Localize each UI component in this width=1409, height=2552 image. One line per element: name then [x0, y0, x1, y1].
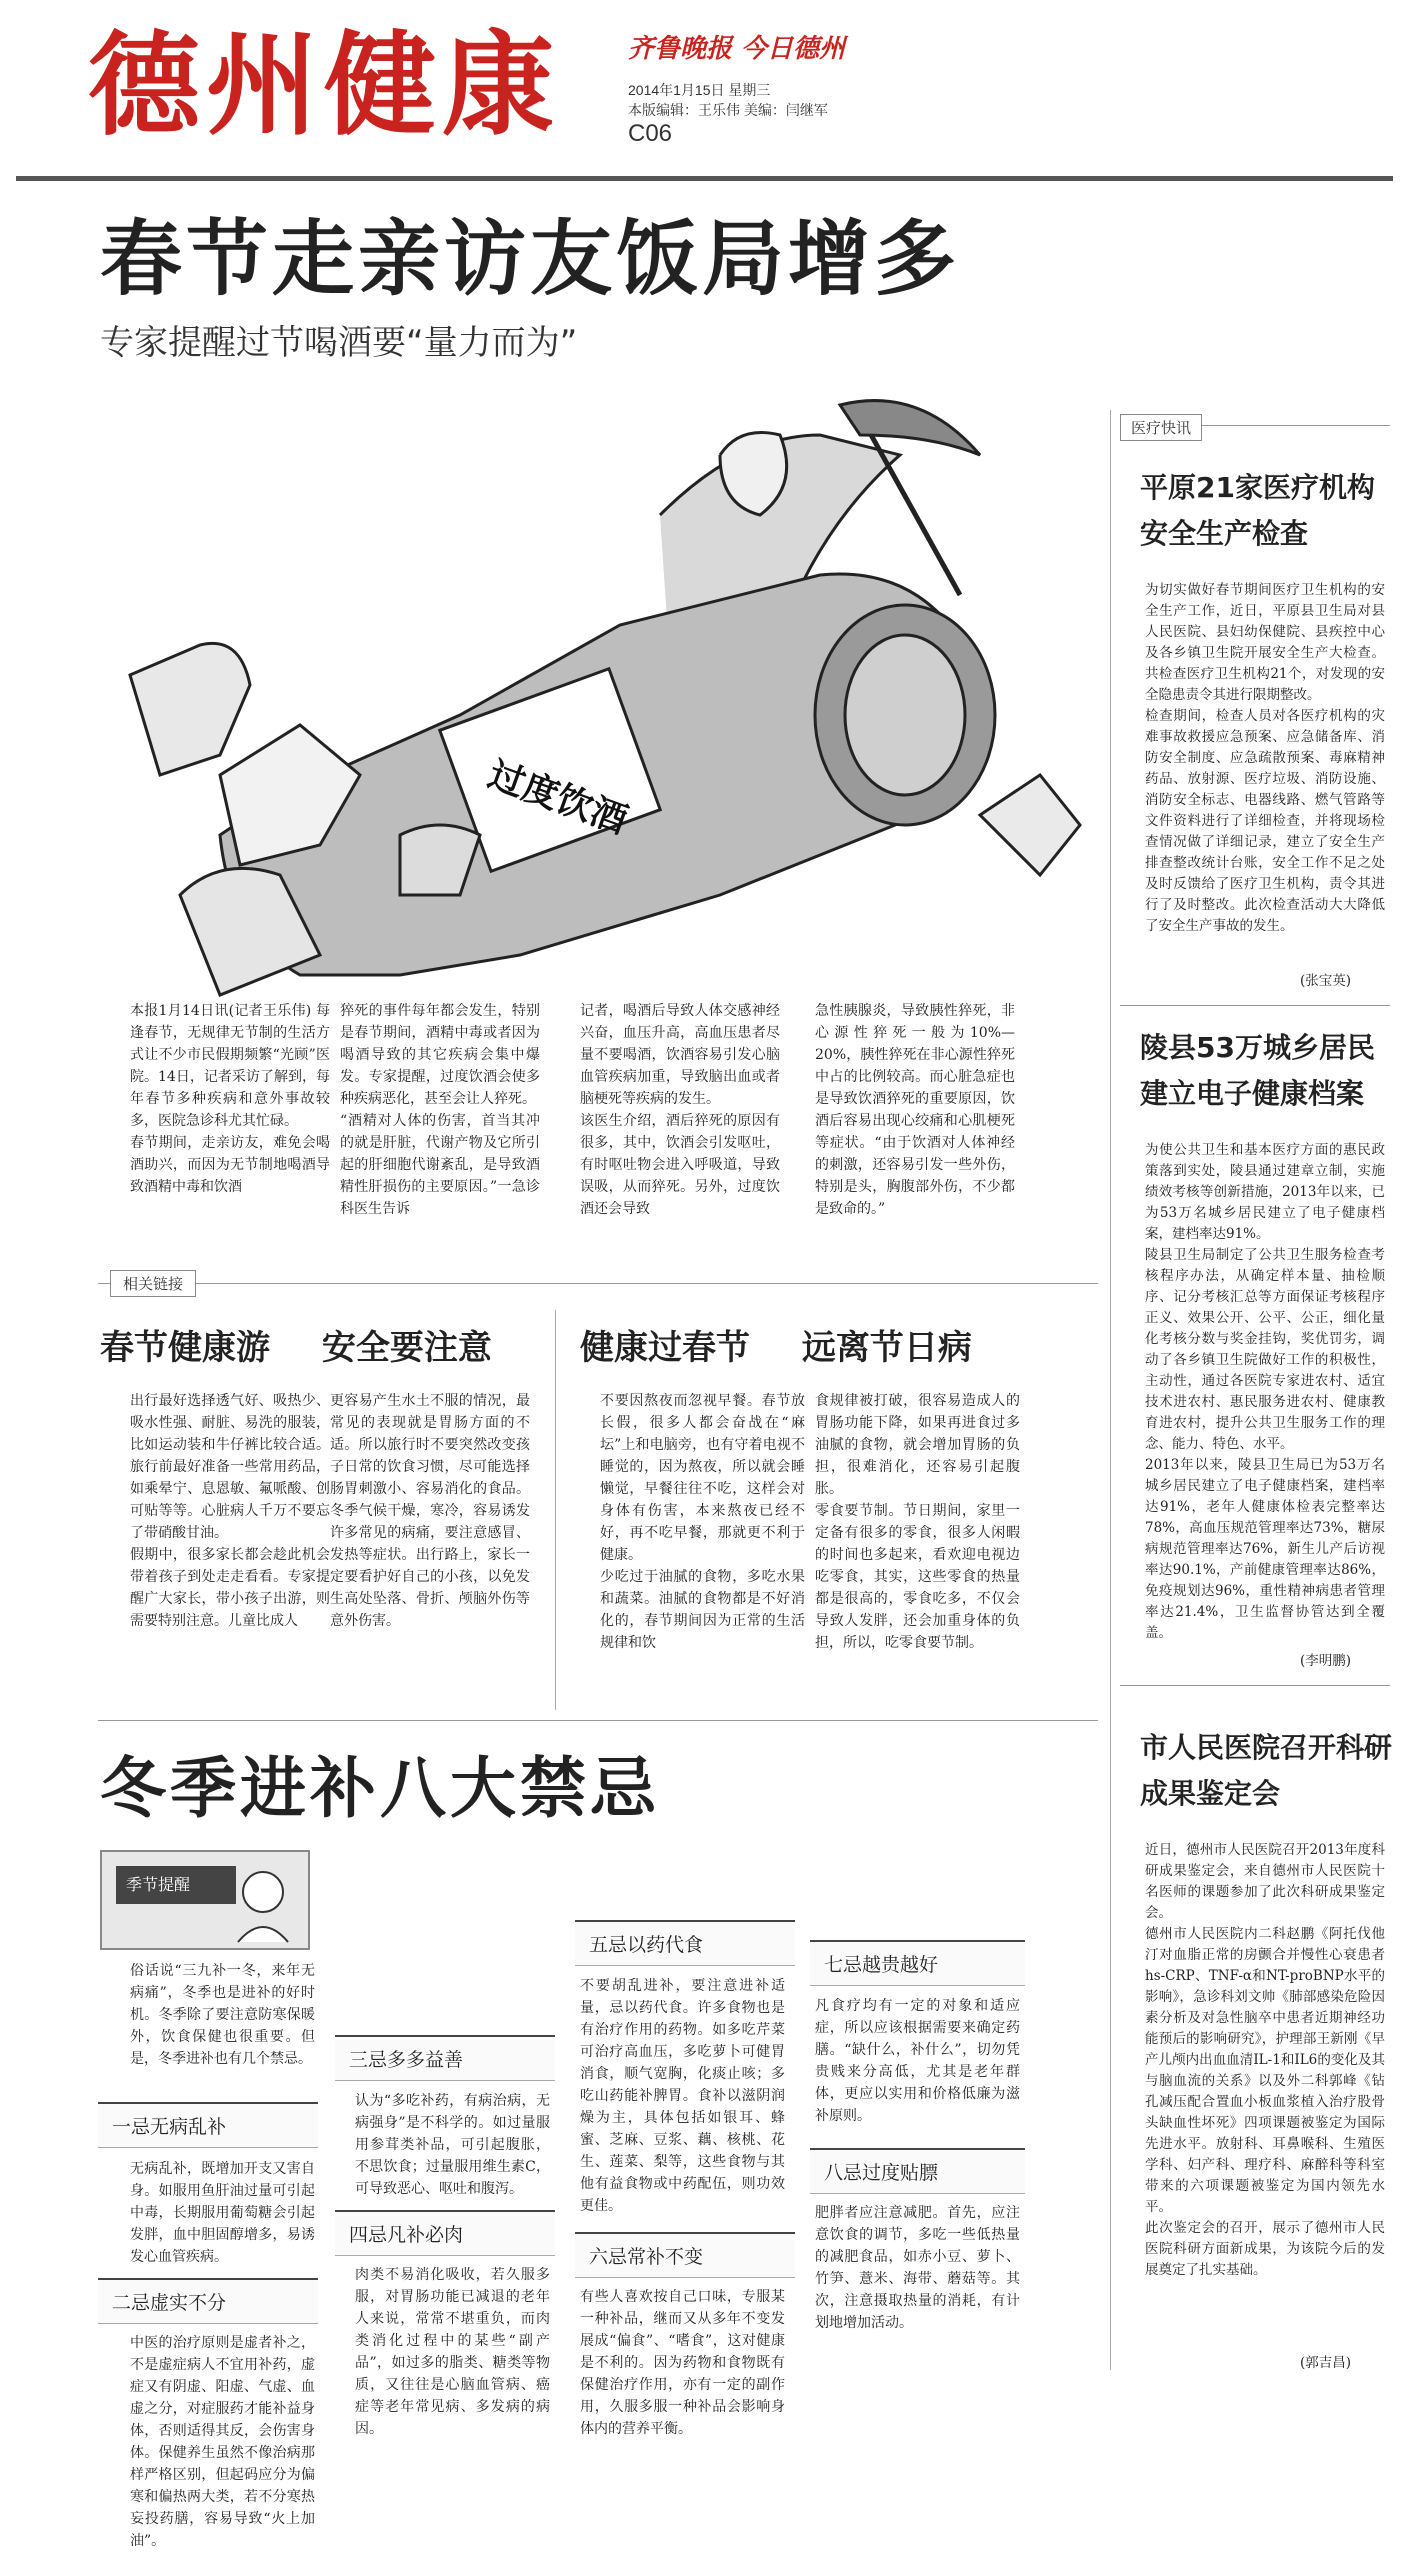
winter-item-4-text: 肉类不易消化吸收，若久服多服，对胃肠功能已减退的老年人来说，常常不堪重负，而肉类消化过程中的某些“副产品”，如过多的脂类、糖类等物质，又往往是心脑血管病、癌症等老年常见病、多发病的病因。: [355, 2267, 550, 2437]
sidebar-separator-2: [1120, 1685, 1390, 1686]
issue-date: 2014年1月15日 星期三: [628, 82, 771, 98]
winter-item-8-text: 肥胖者应注意减肥。首先，应注意饮食的调节，多吃一些低热量的减肥食品，如赤小豆、萝卜、竹笋、薏米、海带、蘑菇等。其次，注意摄取热量的消耗，有计划地增加活动。: [815, 2205, 1020, 2331]
sidebar-item-2-title: 陵县53万城乡居民建立电子健康档案: [1140, 1031, 1375, 1110]
lead-subheadline: 专家提醒过节喝酒要“量力而为”: [100, 323, 578, 363]
winter-item-7-heading: 七忌越贵越好: [810, 1940, 1025, 1986]
masthead-title: 德州健康: [88, 21, 560, 151]
sidebar-item-2-byline: (李明鹏): [1300, 1653, 1352, 1669]
winter-item-4-heading: 四忌凡补必肉: [335, 2210, 555, 2256]
editor-credit: 本版编辑：王乐伟 美编：闫继军: [628, 102, 828, 118]
sidebar-item-1-text: 为切实做好春节期间医疗卫生机构的安全生产工作，近日，平原县卫生局对县人民医院、县妇幼保健院、县疾控中心及各乡镇卫生院开展安全生产大检查。共检查医疗卫生机构21个，对发现的安全隐患责令其进行限期整改。 检查期间，检查人员对各医疗机构的灾难事故救援应急预案、应急储备库、消防安全制度、应急疏散预案、毒麻精神药品、放射源、医疗垃圾、消防设施、消防安全标志、电器线路、燃气管路等文件资料进行了详细检查，并将现场检查情况做了详细记录，建立了安全生产排查整改统计台账，安全工作不足之处及时反馈给了医疗卫生机构，责令其进行了及时整改。此次检查活动大大降低了安全生产事故的发生。: [1145, 582, 1385, 934]
masthead-rule: [16, 176, 1393, 181]
winter-item-1-heading: 一忌无病乱补: [98, 2102, 318, 2148]
cartoon-illustration: [100, 395, 1100, 995]
winter-item-7-text: 凡食疗均有一定的对象和适应症，所以应该根据需要来确定药膳。“缺什么，补什么”，切勿凭贵贱来分高低，尤其是老年群体，更应以实用和价格低廉为滋补原则。: [815, 1998, 1020, 2124]
winter-item-6-heading: 六忌常补不变: [575, 2232, 795, 2278]
sidebar-item-3-byline: (郭吉昌): [1300, 2355, 1352, 2371]
winter-item-5-heading: 五忌以药代食: [575, 1920, 795, 1966]
doctor-icon: [228, 1862, 298, 1942]
winter-item-2-text: 中医的治疗原则是虚者补之，不是虚症病人不宜用补药，虚症又有阴虚、阳虚、气虚、血虚之分，对症服药才能补益身体，否则适得其反，会伤害身体。保健养生虽然不像治病那样严格区别，但起码应分为偏寒和偏热两大类，若不分寒热妄投药膳，容易导致“火上加油”。: [130, 2335, 315, 2549]
related-rule: [98, 1283, 1098, 1284]
winter-item-3-heading: 三忌多多益善: [335, 2035, 555, 2081]
sidebar-item-2-text: 为使公共卫生和基本医疗方面的惠民政策落到实处，陵县通过建章立制，实施绩效考核等创新措施，2013年以来，已为53万名城乡居民建立了电子健康档案，建档率达91%。 陵县卫生局制定了公共卫生服务检查考核程序办法，从确定样本量、抽检顺序、记分考核汇总等方面保证考核程序正义、效果公开、公平、公正，细化量化考核分数与奖金挂钩，奖优罚劣，调动了各乡镇卫生院做好工作的积极性，主动性，通过各医院专家进农村、适宜技术进农村、惠民服务进农村、健康教育进农村，提升公共卫生服务工作的理念、能力、特色、水平。 2013年以来，陵县卫生局已为53万名城乡居民建立了电子健康档案，建档率达91%，老年人健康体检表完整率达78%，高血压规范管理率达73%，糖尿病规范管理率达76%，新生儿产后访视率达90.1%，产前健康管理率达86%，免疫规划达96%，重性精神病患者管理率达21.4%，卫生监督协管达到全覆盖。: [1145, 1142, 1385, 1641]
winter-item-8-heading: 八忌过度贴膘: [810, 2148, 1025, 2194]
lead-body-col-3: 记者，喝酒后导致人体交感神经兴奋，血压升高，高血压患者尽量不要喝酒，饮酒容易引发心脑血管疾病加重，导致脑出血或者脑梗死等疾病的发生。 该医生介绍，酒后猝死的原因有很多，其中，饮酒会引发呕吐，有时呕吐物会进入呼吸道，导致误吸，从而猝死。另外，过度饮酒还会导致: [580, 1003, 780, 1217]
related-label: 相关链接: [110, 1270, 196, 1297]
winter-intro: 俗话说“三九补一冬，来年无病痛”，冬季也是进补的好时机。冬季除了要注意防寒保暖外，饮食保健也很重要。但是，冬季进补也有几个禁忌。: [130, 1963, 315, 2067]
sidebar-item-3-text: 近日，德州市人民医院召开2013年度科研成果鉴定会，来自德州市人民医院十名医师的课题参加了此次科研成果鉴定会。 德州市人民医院内二科赵鹏《阿托伐他汀对血脂正常的房颤合并慢性心衰患者hs-CRP、TNF-α和NT-proBNP水平的影响》，急诊科刘文帅《肺部感染危险因素分析及对急性脑卒中患者近期神经功能预后的影响研究》，护理部王新刚《早产儿颅内出血血清IL-1和IL6的变化及其与脑血流的关系》以及外二科郭峰《钻孔减压配合置血小板血浆植入治疗股骨头缺血性坏死》四项课题被鉴定为国际先进水平。放射科、耳鼻喉科、生殖医学科、妇产科、理疗科、麻醉科等科室带来的六项课题被鉴定为国内领先水平。 此次鉴定会的召开，展示了德州市人民医院科研方面新成果，为该院今后的发展奠定了扎实基础。: [1145, 1842, 1385, 2278]
winter-rule: [98, 1720, 1098, 1721]
related-2-col-1: 不要因熬夜而忽视早餐。春节放长假，很多人都会奋战在“麻坛”上和电脑旁，也有守着电视不睡觉的，因为熬夜，所以就会睡懒觉，早餐往往不吃，这样会对身体有伤害，本来熬夜已经不好，再不吃早餐，那就更不利于健康。 少吃过于油腻的食物，多吃水果和蔬菜。油腻的食物都是不好消化的，春节期间因为正常的生活规律和饮: [600, 1393, 805, 1651]
sidebar-divider: [1110, 410, 1111, 2370]
page-number: C06: [628, 120, 673, 147]
sidebar-item-3-title: 市人民医院召开科研成果鉴定会: [1140, 1731, 1393, 1810]
related-divider: [555, 1310, 556, 1710]
winter-headline: 冬季进补八大禁忌: [100, 1750, 660, 1827]
related-1-col-2: 更容易产生水土不服的情况，最常见的表现就是胃肠方面的不适。所以旅行时不要突然改变孩子日常的饮食习惯，尽可能选择肠胃刺激小、容易消化的食品。冬季气候干燥，寒冷，容易诱发许多常见的病痛，要注意感冒、发热等症状。出行路上，家长一定要看护好自己的小孩，以免发生高处坠落、骨折、颅脑外伤等意外伤害。: [330, 1393, 530, 1629]
related-headline-1: 春节健康游 安全要注意: [100, 1328, 492, 1368]
illustration-label: 过度饮酒: [482, 754, 633, 843]
winter-item-6-text: 有些人喜欢按自己口味，专服某一种补品，继而又从多年不变发展成“偏食”、“嗜食”，这对健康是不利的。因为药物和食物既有保健治疗作用，亦有一定的副作用，久服多服一种补品会影响身体内的营养平衡。: [580, 2289, 785, 2437]
season-badge-text: 季节提醒: [116, 1866, 236, 1904]
winter-item-1-text: 无病乱补，既增加开支又害自身。如服用鱼肝油过量可引起中毒，长期服用葡萄糖会引起发胖，血中胆固醇增多，易诱发心血管疾病。: [130, 2161, 315, 2265]
sidebar-separator-1: [1120, 1005, 1390, 1006]
lead-body-col-1: 本报1月14日讯(记者王乐伟) 每逢春节，无规律无节制的生活方式让不少市民假期频繁“光顾”医院。14日，记者采访了解到，每年春节多种疾病和意外事故较多，医院急诊科尤其忙碌。 春节期间，走亲访友，难免会喝酒助兴，而因为无节制地喝酒导致酒精中毒和饮酒: [130, 1003, 330, 1195]
sidebar-label: 医疗快讯: [1120, 414, 1202, 441]
newspaper-brand: 齐鲁晚报 今日德州: [628, 34, 846, 64]
winter-item-5-text: 不要胡乱进补，要注意进补适量，忌以药代食。许多食物也是有治疗作用的药物。如多吃芹菜可治疗高血压，多吃萝卜可健胃消食，顺气宽胸，化痰止咳；多吃山药能补脾胃。食补以滋阴润燥为主，具体包括如银耳、蜂蜜、芝麻、豆浆、藕、核桃、花生、莲菜、梨等，这些食物与其他有益食物或中药配伍，则功效更佳。: [580, 1978, 785, 2214]
related-1-col-1: 出行最好选择透气好、吸热少、吸水性强、耐脏、易洗的服装，比如运动装和牛仔裤比较合适。旅行前最好准备一些常用药品，如乘晕宁、息恩敏、氟哌酸、创可贴等等。心脏病人千万不要忘了带硝酸甘油。 假期中，很多家长都会趁此机会带着孩子到处走走看看。专家提醒广大家长，带小孩子出游，则需要特别注意。儿童比成人: [130, 1393, 330, 1629]
sidebar-item-1-title: 平原21家医疗机构安全生产检查: [1140, 471, 1375, 550]
winter-item-3-text: 认为“多吃补药，有病治病，无病强身”是不科学的。如过量服用参茸类补品，可引起腹胀，不思饮食；过量服用维生素C，可导致恶心、呕吐和腹泻。: [355, 2093, 550, 2197]
lead-body-col-4: 急性胰腺炎，导致胰性猝死，非心源性猝死一般为10%—20%，胰性猝死在非心源性猝死中占的比例较高。而心脏急症也是导致饮酒猝死的重要原因，饮酒后容易出现心绞痛和心肌梗死等症状。“由于饮酒对人体神经的刺激，还容易引发一些外伤，特别是头，胸腹部外伤，不少都是致命的。”: [815, 1003, 1015, 1217]
lead-body-col-2: 猝死的事件每年都会发生，特别是春节期间，酒精中毒或者因为喝酒导致的其它疾病会集中爆发。专家提醒，过度饮酒会使多种疾病恶化，甚至会让人猝死。 “酒精对人体的伤害，首当其冲的就是肝脏，代谢产物及它所引起的肝细胞代谢紊乱，是导致酒精性肝损伤的主要原因。”一急诊科医生告诉: [340, 1003, 540, 1217]
related-headline-2: 健康过春节 远离节日病: [580, 1328, 972, 1368]
sidebar-item-1-byline: (张宝英): [1300, 973, 1352, 989]
lead-headline: 春节走亲访友饭局增多: [100, 212, 961, 307]
related-2-col-2: 食规律被打破，很容易造成人的胃肠功能下降，如果再进食过多油腻的食物，就会增加胃肠的负担，很难消化，还容易引起腹胀。 零食要节制。节日期间，家里一定备有很多的零食，很多人闲暇的时间也多起来，看欢迎电视边吃零食，其实，这些零食的热量都是很高的，零食吃多，不仅会导致人发胖，还会加重身体的负担，所以，吃零食要节制。: [815, 1393, 1020, 1651]
winter-item-2-heading: 二忌虚实不分: [98, 2278, 318, 2324]
season-badge: [100, 1850, 310, 1950]
